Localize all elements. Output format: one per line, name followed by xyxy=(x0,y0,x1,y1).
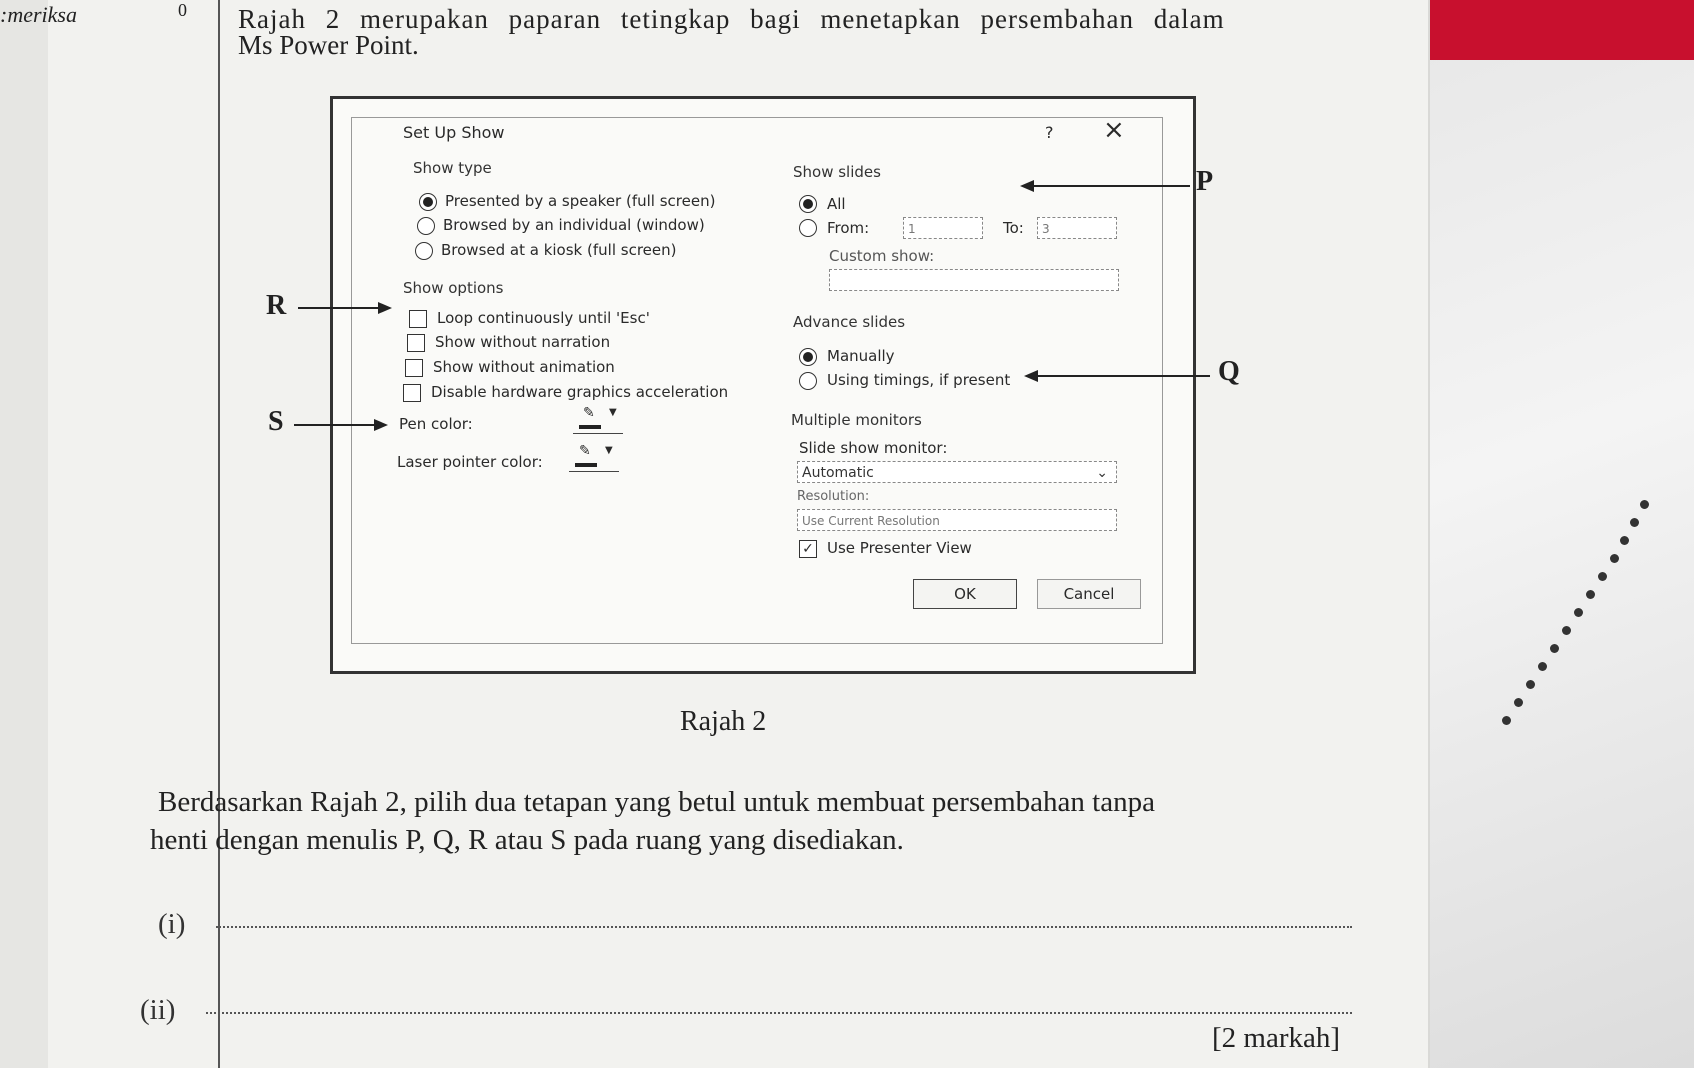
dropdown-arrow-icon: ▼ xyxy=(609,407,617,418)
cancel-button[interactable]: Cancel xyxy=(1037,579,1141,609)
radio-manually[interactable] xyxy=(799,348,817,366)
plastic-sleeve xyxy=(1430,40,1694,1068)
animation-checkbox[interactable] xyxy=(405,359,423,377)
resolution-label: Resolution: xyxy=(797,489,870,504)
figure-caption: Rajah 2 xyxy=(680,706,767,737)
loop-checkbox[interactable] xyxy=(409,310,427,328)
marks-label: [2 markah] xyxy=(1212,1022,1341,1054)
hardware-accel-label: Disable hardware graphics acceleration xyxy=(431,383,729,401)
show-slides-heading: Show slides xyxy=(793,163,881,181)
presenter-view-checkbox[interactable]: ✓ xyxy=(799,540,817,558)
arrow-q-line xyxy=(1034,375,1210,377)
answer-line-ii[interactable] xyxy=(206,1012,1352,1014)
show-type-heading: Show type xyxy=(413,159,492,177)
arrow-s-line xyxy=(294,424,376,426)
custom-show-label: Custom show: xyxy=(829,247,935,265)
chevron-down-icon: ⌄ xyxy=(1096,465,1108,481)
dropdown-arrow-icon: ▼ xyxy=(605,445,613,456)
all-slides-label: All xyxy=(827,195,846,213)
label-s: S xyxy=(268,406,284,437)
question-line-1: Berdasarkan Rajah 2, pilih dua tetapan yang betul untuk membuat persembahan tanpa xyxy=(158,786,1155,818)
slide-show-monitor-label: Slide show monitor: xyxy=(799,439,948,457)
option-presented-by-speaker: Presented by a speaker (full screen) xyxy=(445,192,716,210)
laser-color-label: Laser pointer color: xyxy=(397,453,543,471)
using-timings-label: Using timings, if present xyxy=(827,371,1011,389)
margin-line xyxy=(218,0,220,1068)
radio-browsed-individual[interactable] xyxy=(417,217,435,235)
pen-color-picker[interactable] xyxy=(573,403,623,434)
radio-browsed-kiosk[interactable] xyxy=(415,242,433,260)
label-q: Q xyxy=(1218,356,1240,387)
pen-color-label: Pen color: xyxy=(399,415,473,433)
multiple-monitors-heading: Multiple monitors xyxy=(791,411,922,429)
manually-label: Manually xyxy=(827,347,895,365)
arrow-r-head xyxy=(378,302,392,314)
animation-label: Show without animation xyxy=(433,358,615,376)
set-up-show-dialog xyxy=(330,96,1196,674)
to-input[interactable]: 3 xyxy=(1037,217,1117,239)
ok-button[interactable]: OK xyxy=(913,579,1017,609)
arrow-p-line xyxy=(1030,185,1190,187)
intro-line-1: Rajah 2 merupakan paparan tetingkap bagi menetapkan persembahan dalam xyxy=(238,4,1225,34)
question-number: 0 xyxy=(178,0,187,20)
narration-label: Show without narration xyxy=(435,333,611,351)
answer-label-i: (i) xyxy=(158,908,186,940)
radio-all-slides[interactable] xyxy=(799,195,817,213)
dialog-title: Set Up Show xyxy=(403,123,505,142)
option-browsed-individual: Browsed by an individual (window) xyxy=(443,216,705,234)
hardware-accel-checkbox[interactable] xyxy=(403,384,421,402)
red-binder-corner xyxy=(1430,0,1694,60)
answer-label-ii: (ii) xyxy=(140,994,176,1026)
resolution-select[interactable]: Use Current Resolution xyxy=(797,509,1117,531)
monitor-select-value: Automatic xyxy=(802,465,874,481)
to-label: To: xyxy=(1003,219,1024,237)
arrow-s-head xyxy=(374,419,388,431)
radio-using-timings[interactable] xyxy=(799,372,817,390)
arrow-r-line xyxy=(298,307,380,309)
monitor-select[interactable] xyxy=(797,461,1117,483)
question-line-2: henti dengan menulis P, Q, R atau S pada ruang yang disediakan. xyxy=(150,824,904,856)
pen-icon: ✎ xyxy=(583,405,595,421)
label-r: R xyxy=(266,290,287,321)
narration-checkbox[interactable] xyxy=(407,334,425,352)
radio-from-slides[interactable] xyxy=(799,219,817,237)
answer-line-i[interactable] xyxy=(216,926,1352,928)
from-input[interactable]: 1 xyxy=(903,217,983,239)
option-browsed-kiosk: Browsed at a kiosk (full screen) xyxy=(441,241,677,259)
intro-line-2: Ms Power Point. xyxy=(238,30,419,60)
radio-presented-by-speaker[interactable] xyxy=(419,193,437,211)
laser-icon: ✎ xyxy=(579,443,591,459)
presenter-view-label: Use Presenter View xyxy=(827,539,972,557)
advance-slides-heading: Advance slides xyxy=(793,313,906,331)
close-icon[interactable]: × xyxy=(1103,115,1125,145)
loop-label: Loop continuously until 'Esc' xyxy=(437,309,650,327)
from-label: From: xyxy=(827,219,870,237)
label-p: P xyxy=(1196,166,1214,197)
show-options-heading: Show options xyxy=(403,279,504,297)
help-icon[interactable]: ? xyxy=(1045,123,1054,142)
header-left-text: :meriksa xyxy=(0,2,77,27)
previous-page-edge xyxy=(0,0,50,1068)
custom-show-select[interactable] xyxy=(829,269,1119,291)
laser-color-picker[interactable] xyxy=(569,441,619,472)
